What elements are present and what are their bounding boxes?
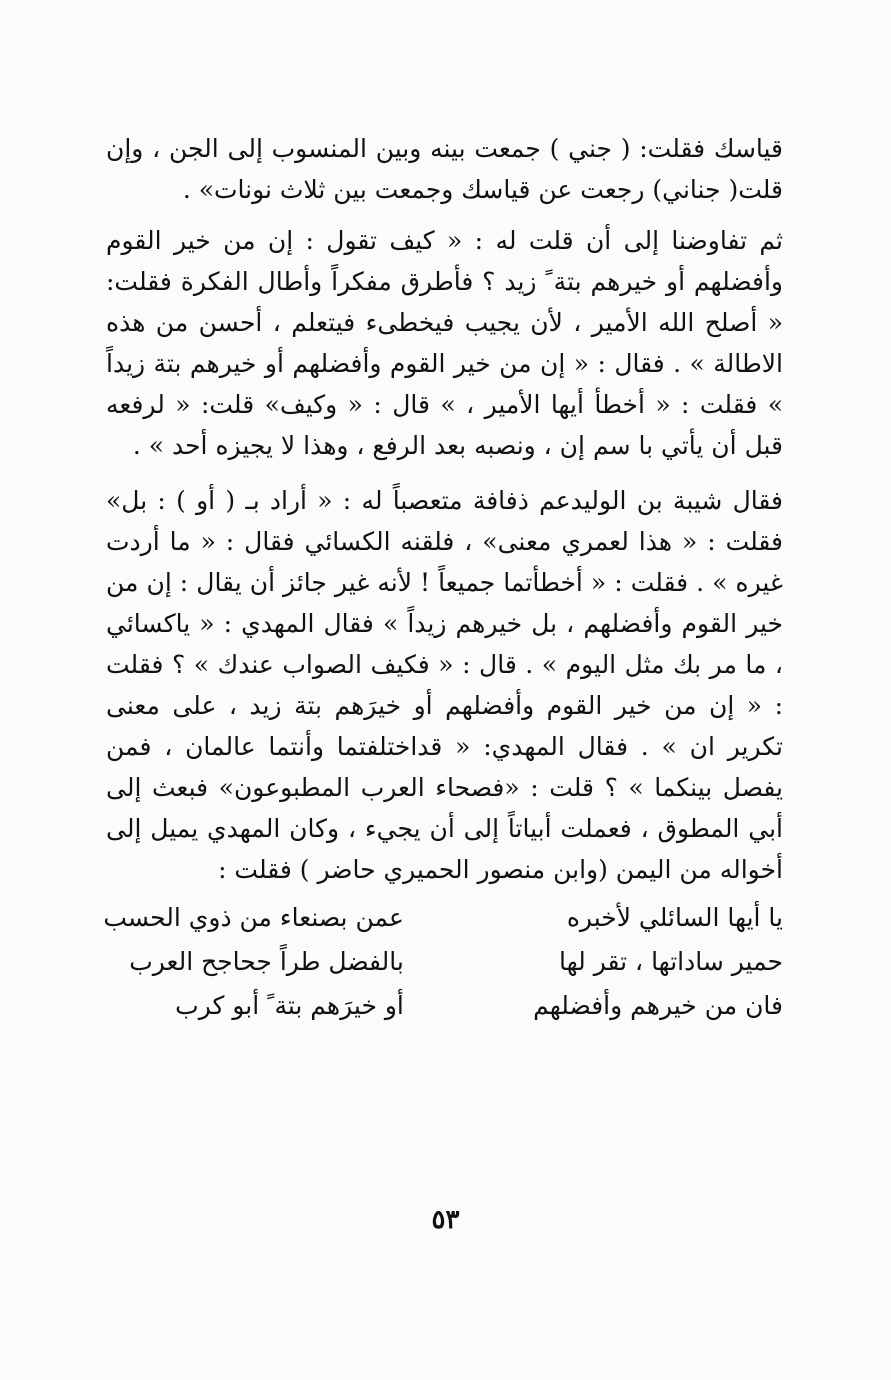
verse-line-3 (106, 984, 783, 1028)
verse-line-2 (106, 940, 783, 984)
verse-2-first-hemistich: حمير ساداتها ، تقر لها (559, 947, 783, 976)
paragraph-1: قياسك فقلت: ( جني ) جمعت بينه وبين المنسوب إلى الجن ، وإن قلت( جناني) رجعت عن قياسك وجمعت بين ثلاث نونات» . (106, 134, 783, 204)
verse-1-second-hemistich: عمن بصنعاء من ذوي الحسب (103, 903, 404, 932)
verse-3-first-hemistich: فان من خيرهم وأفضلهم (533, 991, 783, 1020)
page-number: ٥٣ (431, 1205, 460, 1235)
paragraph-3: فقال شيبة بن الوليدعم ذفافة متعصباً له : « أراد بـ ( أو ) : بل» فقلت : « هذا لعمري معنى» ، فلقنه الكسائي فقال : « ما أردت غيره » . فقلت : « أخطأتما جميعاً ! لأنه غير جائز أن يقال : إن من خير القوم وأفضلهم ، بل خيرهم زيداً » فقال المهدي : « ياكسائي ، ما مر بك مثل اليوم » . قال : « فكيف الصواب عندك » ؟ فقلت : « إن من خير القوم وأفضلهم أو خيرَهم بتة زيد ، على معنى تكرير ان » . فقال المهدي: « قداختلفتما وأنتما عالمان ، فمن يفصل بينكما » ؟ قلت : «فصحاء العرب المطبوعون» فبعث إلى أبي المطوق ، فعملت أبياتاً إلى أن يجيء ، وكان المهدي يميل إلى أخواله من اليمن (وابن منصور الحميري حاضر ) فقلت : (106, 486, 783, 884)
verse-2-second-hemistich: بالفضل طراً جحاجح العرب (129, 947, 404, 976)
page-body-text (106, 128, 783, 890)
verse-1-first-hemistich: يا أيها السائلي لأخبره (566, 903, 783, 932)
verse-line-1 (103, 896, 783, 940)
paragraph-2: ثم تفاوضنا إلى أن قلت له : « كيف تقول : إن من خير القوم وأفضلهم أو خيرهم بتة ً زيد ؟ فأطرق مفكراً وأطال الفكرة فقلت: « أصلح الله الأمير ، لأن يجيب فيخطىء فيتعلم ، أحسن من هذه الاطالة » . فقال : « إن من خير القوم وأفضلهم أو خيرهم بتة زيداً » فقلت : « أخطأ أيها الأمير ، » قال : « وكيف» قلت: « لرفعه قبل أن يأتي با سم إن ، ونصبه بعد الرفع ، وهذا لا يجيزه أحد » . (106, 226, 783, 460)
poem-verses (103, 896, 783, 1028)
verse-3-second-hemistich: أو خيرَهم بتة ً أبو كرب (175, 991, 404, 1020)
